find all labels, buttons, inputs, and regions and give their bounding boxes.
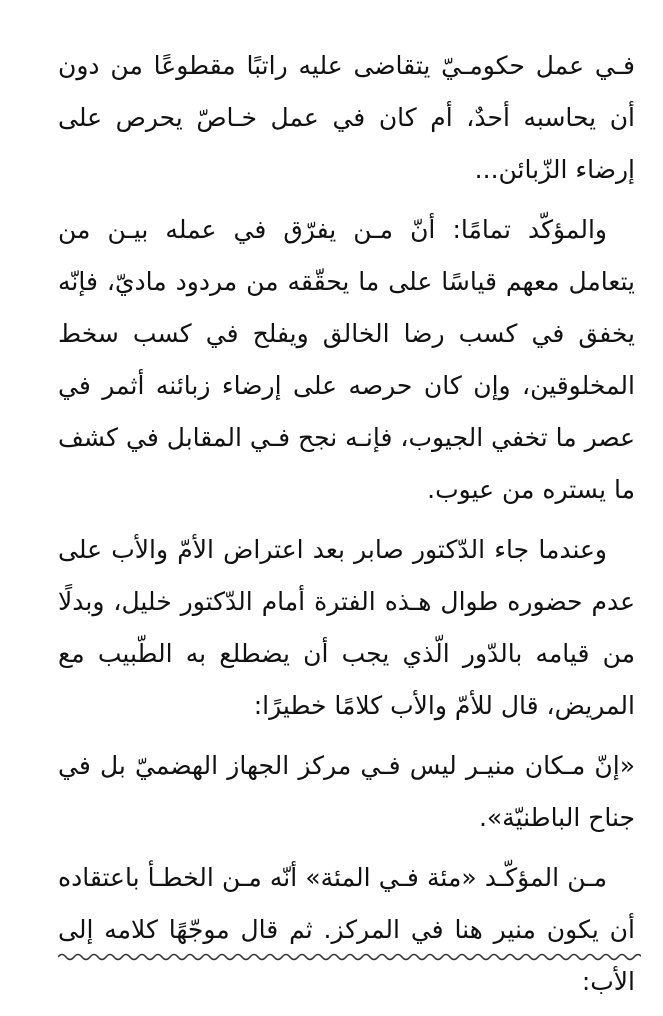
paragraph-3: وعندما جاء الدّكتور صابر بعد اعتراض الأمّ والأب على عدم حضوره طوال هـذه الفترة أمام الدّكتور خليل، وبدلًا من قيامه بالدّور الّذي يجب أن يضطلع به الطّبيب مع المريض، قال للأمّ والأب كلامًا خطيرًا:	[58, 535, 635, 720]
quote-paragraph: «إنّ مـكان منيـر ليس فـي مركز الجهاز الهضميّ بل في جناح الباطنيّة».	[58, 751, 635, 832]
paragraph-2: والمؤكّد تمامًا: أنّ مـن يفرّق في عمله بيـن من يتعامل معهم قياسًا على ما يحقّقه من مردود ماديّ، فإنّه يخفق في كسب رضا الخالق ويفلح في كسب سخط المخلوقين، وإن كان حرصه على إرضاء زبائنه أثمر في عصر ما تخفي الجيوب، فإنـه نجح فـي المقابل في كشف ما يستره من عيوب.	[58, 215, 635, 504]
wavy-divider	[58, 950, 641, 964]
document-page	[58, 40, 635, 1016]
paragraph-5: مـن المؤكّـد «مئة فـي المئة» أنّه مـن الخطـأ باعتقاده أن يكون منير هنا في المركز. ثم قال موجّهًا كلامه إلى الأب:	[58, 863, 635, 996]
paragraph-1: فـي عمل حكومـيّ يتقاضى عليه راتبًا مقطوعًا من دون أن يحاسبه أحدٌ، أم كان في عمل خـاصّ يحرص على إرضاء الزّبائن...	[58, 51, 635, 184]
